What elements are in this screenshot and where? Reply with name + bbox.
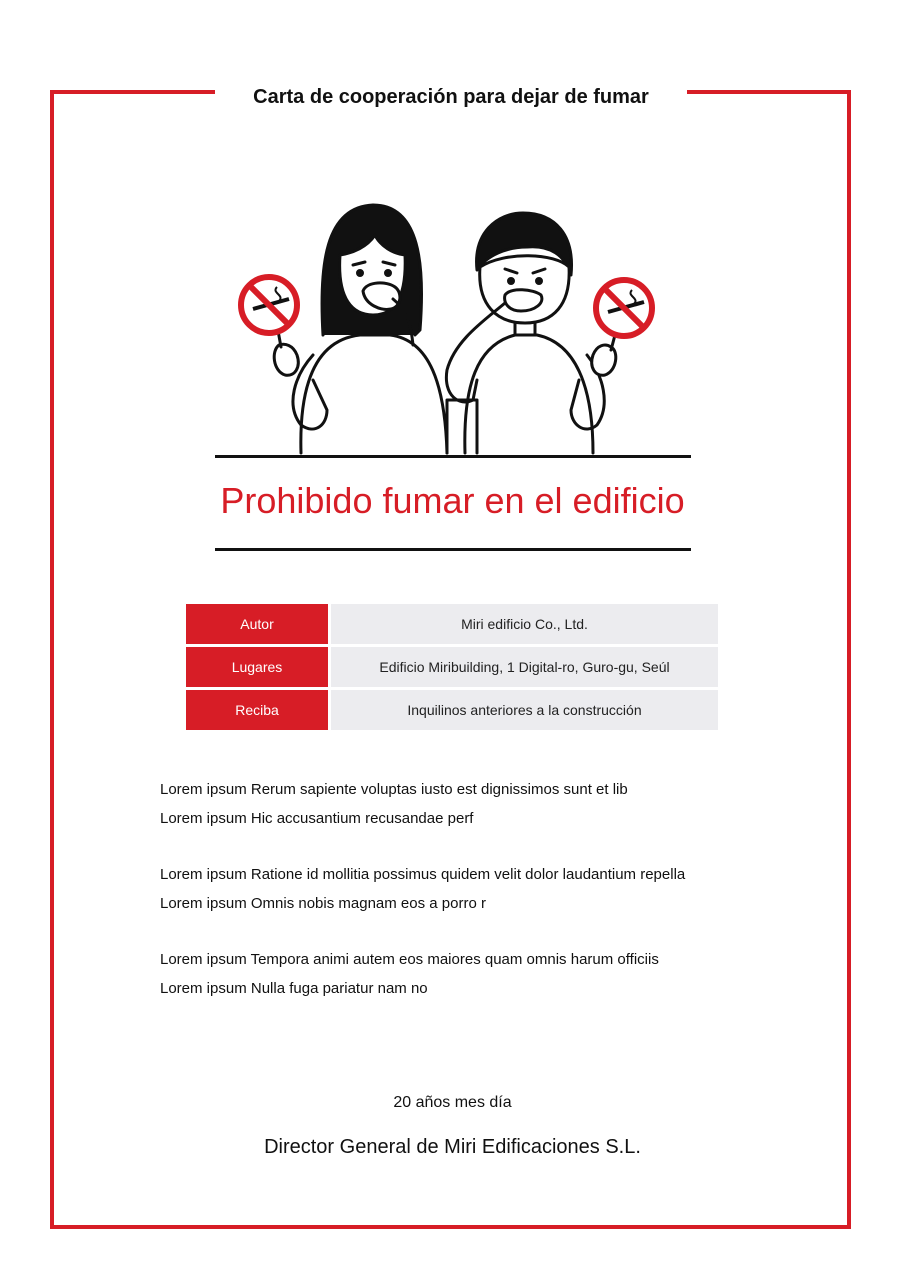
info-row-recipient — [186, 690, 718, 730]
headline-top-rule — [215, 455, 691, 458]
body-line: Lorem ipsum Omnis nobis magnam eos a porro r — [160, 894, 486, 912]
info-value: Miri edificio Co., Ltd. — [331, 604, 718, 644]
info-table — [186, 604, 718, 733]
paragraph — [160, 776, 760, 833]
body-line: Lorem ipsum Hic accusantium recusandae perf — [160, 809, 474, 827]
letter-title: Carta de cooperación para dejar de fumar — [215, 80, 687, 114]
headline: Prohibido fumar en el edificio — [220, 480, 685, 521]
body-line: Lorem ipsum Rerum sapiente voluptas iusto est dignissimos sunt et lib — [160, 781, 628, 798]
no-smoking-sign-icon — [241, 277, 297, 333]
paragraph — [160, 861, 760, 918]
info-value: Inquilinos anteriores a la construcción — [331, 690, 718, 730]
body-line: Lorem ipsum Tempora animi autem eos maiores quam omnis harum officiis — [160, 951, 659, 968]
body-line: Lorem ipsum Nulla fuga pariatur nam no — [160, 979, 428, 997]
info-row-places — [186, 647, 718, 687]
info-label: Autor — [186, 604, 328, 644]
no-smoking-illustration — [215, 195, 691, 460]
no-smoking-sign-icon — [596, 280, 652, 336]
letter-body — [160, 776, 760, 1031]
info-label: Lugares — [186, 647, 328, 687]
info-label: Reciba — [186, 690, 328, 730]
date-line: 20 años mes día — [393, 1094, 512, 1111]
paragraph — [160, 946, 760, 1003]
body-line: Lorem ipsum Ratione id mollitia possimus quidem velit dolor laudantium repella — [160, 866, 686, 883]
headline-bottom-rule — [215, 548, 691, 551]
signature: Director General de Miri Edificaciones S.L. — [264, 1136, 641, 1158]
info-row-author — [186, 604, 718, 644]
info-value: Edificio Miribuilding, 1 Digital-ro, Guro-gu, Seúl — [331, 647, 718, 687]
